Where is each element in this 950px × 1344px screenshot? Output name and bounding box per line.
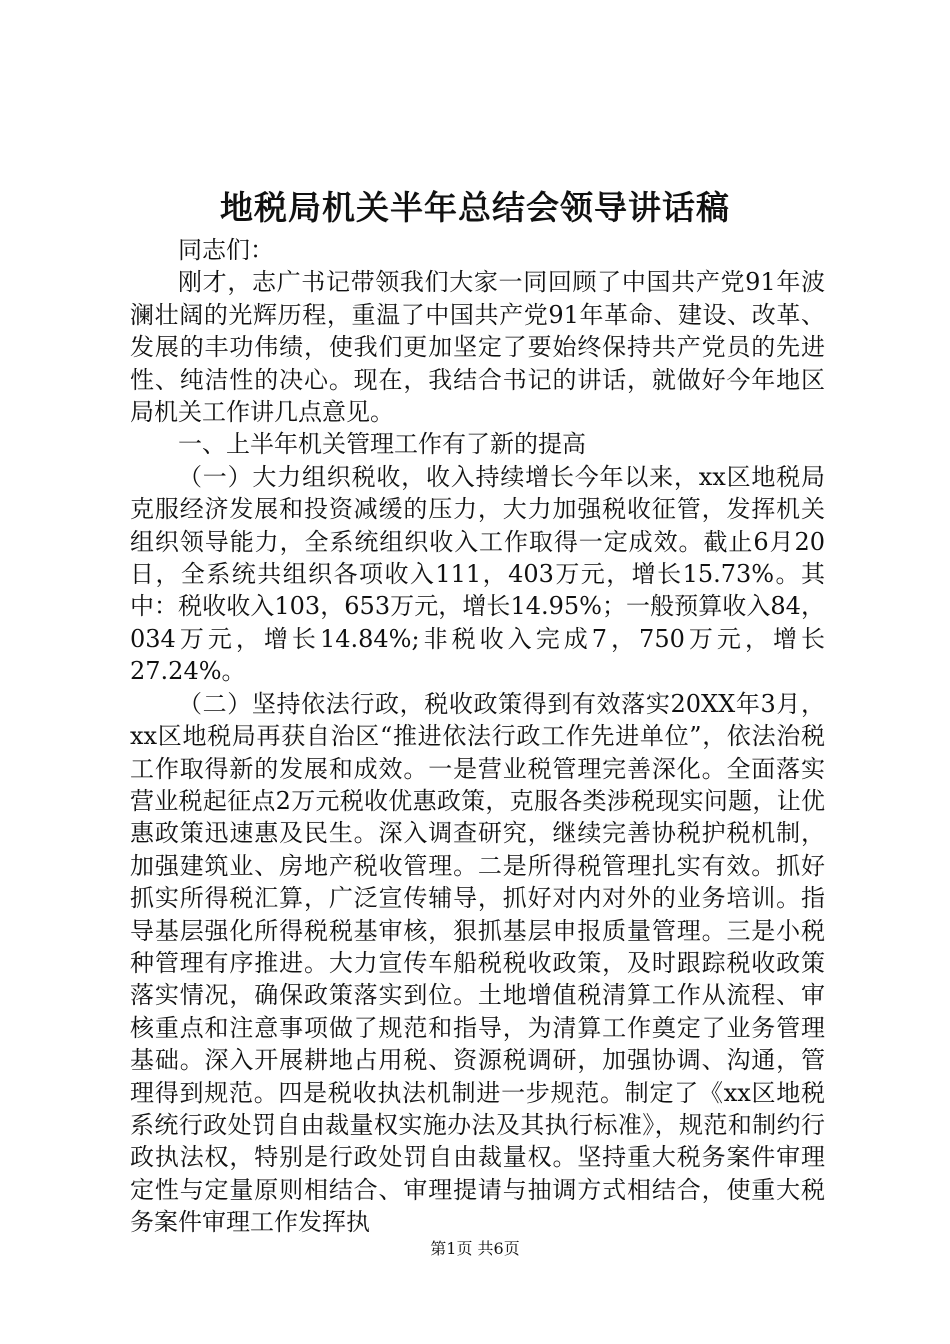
body-paragraph: （一）大力组织税收，收入持续增长今年以来，xx区地税局克服经济发展和投资减缓的压力，大力加强税收征管，发挥机关组织领导能力，全系统组织收入工作取得一定成效。截止6月20日，全系统共组织各项收入111，403万元，增长15.73%。其中：税收收入103，653万元，增长14.95%；一般预算收入84，034万元，增长14.84%;非税收入完成7，750万元，增长27.24%。: [130, 462, 825, 686]
document-body: [130, 234, 825, 1239]
section-heading: 一、上半年机关管理工作有了新的提高: [178, 430, 586, 459]
body-paragraph: 刚才，志广书记带领我们大家一同回顾了中国共产党91年波澜壮阔的光辉历程，重温了中国共产党91年革命、建设、改革、发展的丰功伟绩，使我们更加坚定了要始终保持共产党员的先进性、纯洁性的决心。现在，我结合书记的讲话，就做好今年地区局机关工作讲几点意见。: [130, 268, 825, 427]
greeting-paragraph: 同志们：: [178, 236, 274, 264]
document-title: 地税局机关半年总结会领导讲话稿: [220, 188, 730, 227]
page-footer: 第1页 共6页: [430, 1239, 520, 1258]
body-paragraph: （二）坚持依法行政，税收政策得到有效落实20XX年3月，xx区地税局再获自治区“推进依法行政工作先进单位”，依法治税工作取得新的发展和成效。一是营业税管理完善深化。全面落实营业税起征点2万元税收优惠政策，克服各类涉税现实问题，让优惠政策迅速惠及民生。深入调查研究，继续完善协税护税机制，加强建筑业、房地产税收管理。二是所得税管理扎实有效。抓好抓实所得税汇算，广泛宣传辅导，抓好对内对外的业务培训。指导基层强化所得税税基审核，狠抓基层申报质量管理。三是小税种管理有序推进。大力宣传车船税税收政策，及时跟踪税收政策落实情况，确保政策落实到位。土地增值税清算工作从流程、审核重点和注意事项做了规范和指导，为清算工作奠定了业务管理基础。深入开展耕地占用税、资源税调研，加强协调、沟通，管理得到规范。四是税收执法机制进一步规范。制定了《xx区地税系统行政处罚自由裁量权实施办法及其执行标准》，规范和制约行政执法权，特别是行政处罚自由裁量权。坚持重大税务案件审理定性与定量原则相结合、审理提请与抽调方式相结合，使重大税务案件审理工作发挥执: [130, 689, 825, 1237]
